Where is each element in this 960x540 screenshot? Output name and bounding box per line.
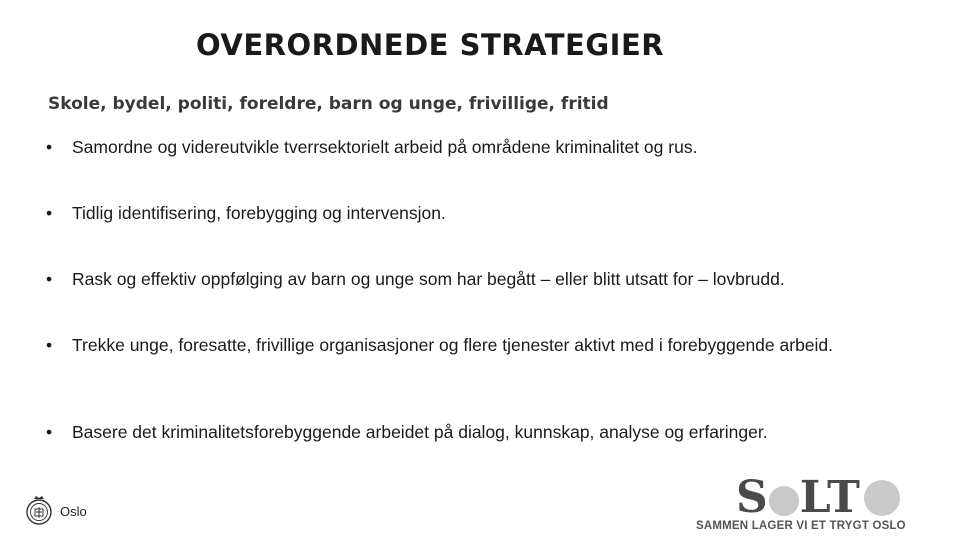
- bullet-item: [46, 335, 926, 422]
- bullet-list: [46, 137, 926, 488]
- salto-letters-lt: LT: [799, 472, 860, 523]
- oslo-logo: [24, 494, 87, 528]
- bullet-dot: •: [46, 335, 53, 355]
- oslo-seal-icon: [24, 494, 54, 528]
- bullet-text: Basere det kriminalitetsforebyggende arbeidet på dialog, kunnskap, analyse og erfaringer.: [72, 422, 768, 442]
- oslo-logo-text: Oslo: [60, 503, 87, 519]
- bullet-dot: •: [46, 269, 53, 289]
- salto-tagline: SAMMEN LAGER VI ET TRYGT OSLO: [696, 520, 906, 532]
- salto-circle-a-icon: [769, 486, 799, 516]
- bullet-dot: •: [46, 422, 53, 442]
- salto-wordmark: [736, 472, 900, 523]
- slide-title: OVERORDNEDE STRATEGIER: [196, 28, 665, 62]
- bullet-text: Samordne og videreutvikle tverrsektorielt arbeid på områdene kriminalitet og rus.: [72, 137, 698, 157]
- bullet-item: [46, 137, 926, 203]
- bullet-item: [46, 203, 926, 269]
- salto-logo: [696, 472, 916, 536]
- bullet-item: [46, 269, 926, 335]
- bullet-dot: •: [46, 203, 53, 223]
- salto-circle-o-icon: [864, 480, 900, 516]
- bullet-dot: •: [46, 137, 53, 157]
- bullet-text: Rask og effektiv oppfølging av barn og unge som har begått – eller blitt utsatt for – lovbrudd.: [72, 269, 785, 289]
- salto-letter-s: S: [736, 472, 768, 523]
- bullet-text: Trekke unge, foresatte, frivillige organisasjoner og flere tjenester aktivt med i forebyggende arbeid.: [72, 335, 834, 355]
- slide-subtitle: Skole, bydel, politi, foreldre, barn og unge, frivillige, fritid: [48, 94, 609, 114]
- bullet-text: Tidlig identifisering, forebygging og intervensjon.: [72, 203, 446, 223]
